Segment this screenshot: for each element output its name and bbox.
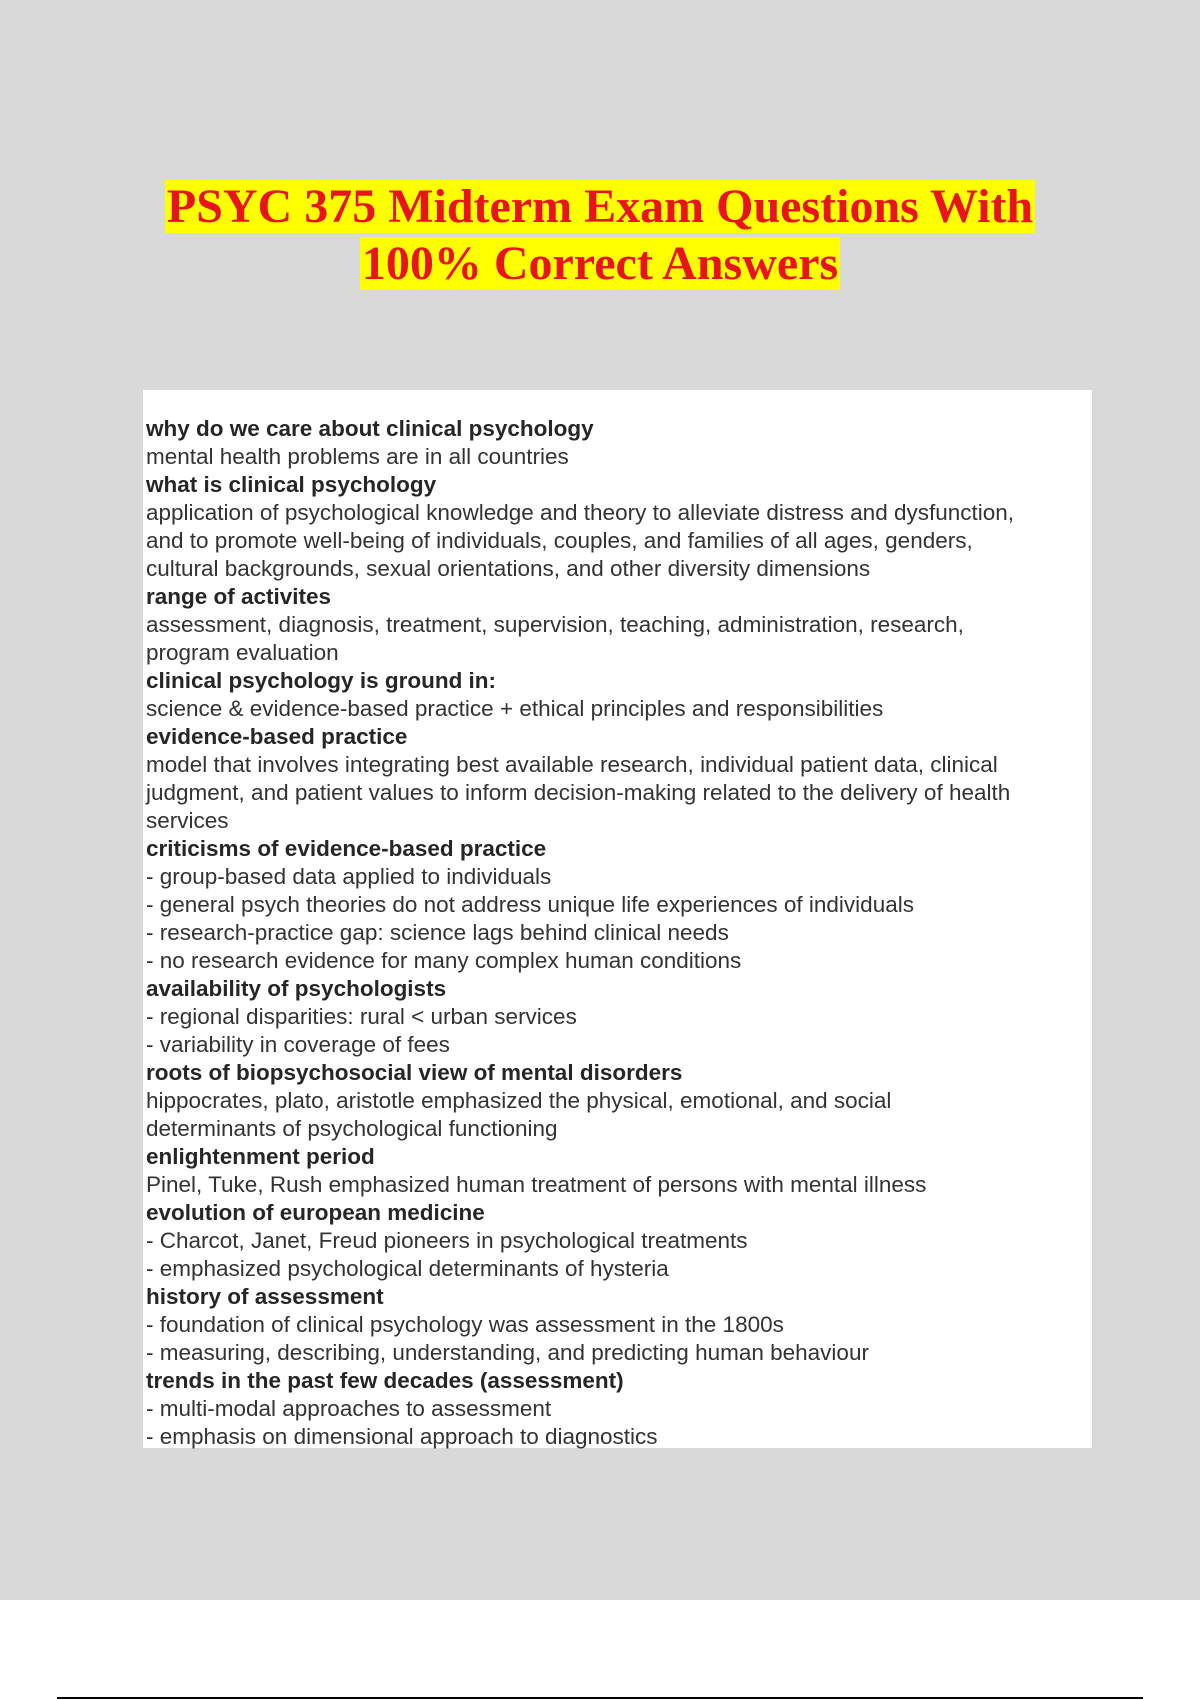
qa-item <box>146 1143 1092 1199</box>
qa-item <box>146 583 1092 667</box>
qa-item <box>146 723 1092 835</box>
answer-line: - emphasis on dimensional approach to diagnostics <box>146 1424 658 1449</box>
title-line-1: PSYC 375 Midterm Exam Questions With <box>166 180 1034 233</box>
answer-line: services <box>146 808 229 833</box>
question-text: range of activites <box>146 584 332 609</box>
question-text: why do we care about clinical psychology <box>146 416 594 441</box>
title-line-2: 100% Correct Answers <box>361 237 839 290</box>
question-text: history of assessment <box>146 1284 384 1309</box>
answer-line: Pinel, Tuke, Rush emphasized human treatment of persons with mental illness <box>146 1172 927 1197</box>
qa-item <box>146 1059 1092 1143</box>
document-title <box>0 178 1200 292</box>
answer-line: - group-based data applied to individuals <box>146 864 552 889</box>
answer-line: program evaluation <box>146 640 339 665</box>
qa-panel <box>143 390 1092 1448</box>
answer-text <box>146 1087 1092 1143</box>
question-text: trends in the past few decades (assessment) <box>146 1368 624 1393</box>
answer-text <box>146 1227 1092 1283</box>
answer-line: - research-practice gap: science lags behind clinical needs <box>146 920 729 945</box>
qa-item <box>146 1199 1092 1283</box>
answer-line: - multi-modal approaches to assessment <box>146 1396 552 1421</box>
qa-item <box>146 1283 1092 1367</box>
question-text: criticisms of evidence-based practice <box>146 836 547 861</box>
answer-line: hippocrates, plato, aristotle emphasized the physical, emotional, and social <box>146 1088 892 1113</box>
answer-line: assessment, diagnosis, treatment, supervision, teaching, administration, research, <box>146 612 964 637</box>
answer-text <box>146 443 1092 471</box>
answer-line: mental health problems are in all countries <box>146 444 569 469</box>
answer-line: - foundation of clinical psychology was assessment in the 1800s <box>146 1312 784 1337</box>
answer-line: model that involves integrating best available research, individual patient data, clinical <box>146 752 998 777</box>
answer-text <box>146 611 1092 667</box>
qa-item <box>146 975 1092 1059</box>
answer-line: - emphasized psychological determinants of hysteria <box>146 1256 669 1281</box>
question-text: enlightenment period <box>146 1144 375 1169</box>
qa-item <box>146 1367 1092 1451</box>
answer-line: and to promote well-being of individuals, couples, and families of all ages, genders, <box>146 528 973 553</box>
question-text: what is clinical psychology <box>146 472 437 497</box>
answer-line: - measuring, describing, understanding, and predicting human behaviour <box>146 1340 869 1365</box>
answer-text <box>146 695 1092 723</box>
answer-text <box>146 1311 1092 1367</box>
answer-line: cultural backgrounds, sexual orientations, and other diversity dimensions <box>146 556 871 581</box>
question-text: availability of psychologists <box>146 976 447 1001</box>
answer-line: - regional disparities: rural < urban services <box>146 1004 577 1029</box>
answer-line: determinants of psychological functioning <box>146 1116 558 1141</box>
answer-text <box>146 863 1092 975</box>
answer-line: - no research evidence for many complex human conditions <box>146 948 742 973</box>
qa-item <box>146 667 1092 723</box>
answer-line: - variability in coverage of fees <box>146 1032 450 1057</box>
answer-line: - Charcot, Janet, Freud pioneers in psychological treatments <box>146 1228 748 1253</box>
answer-line: - general psych theories do not address unique life experiences of individuals <box>146 892 914 917</box>
qa-item <box>146 471 1092 583</box>
question-text: evidence-based practice <box>146 724 408 749</box>
footer-divider <box>57 1697 1143 1699</box>
answer-text <box>146 1171 1092 1199</box>
answer-line: science & evidence-based practice + ethical principles and responsibilities <box>146 696 884 721</box>
answer-text <box>146 499 1092 583</box>
qa-item <box>146 415 1092 471</box>
answer-text <box>146 1395 1092 1451</box>
answer-line: application of psychological knowledge and theory to alleviate distress and dysfunction, <box>146 500 1015 525</box>
qa-item <box>146 835 1092 975</box>
question-text: clinical psychology is ground in: <box>146 668 497 693</box>
answer-line: judgment, and patient values to inform decision-making related to the delivery of health <box>146 780 1011 805</box>
answer-text <box>146 751 1092 835</box>
answer-text <box>146 1003 1092 1059</box>
question-text: evolution of european medicine <box>146 1200 485 1225</box>
question-text: roots of biopsychosocial view of mental disorders <box>146 1060 683 1085</box>
